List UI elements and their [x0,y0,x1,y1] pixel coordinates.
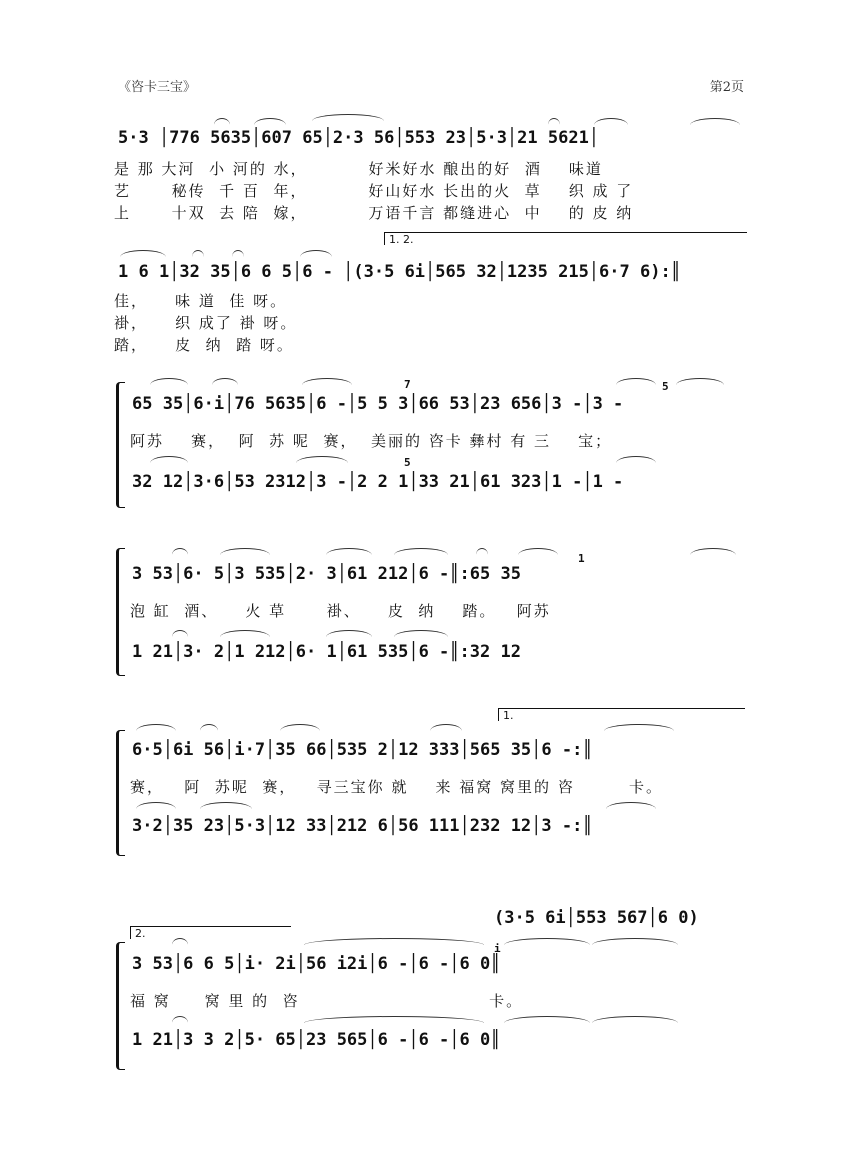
volta-label: 2. [135,927,146,940]
slur [592,938,678,945]
grace-note: i [494,942,501,955]
slur [120,250,166,257]
slur [304,938,484,945]
grace-note: 5 [404,456,411,469]
system-brace [116,548,125,676]
lyric-line-2: 艺 秘传 千 百 年， 好山好水 长出的火 草 织 成 了 [114,182,634,200]
lyric-line-1: 佳， 味 道 佳 呀。 [114,292,288,310]
lower-voice: 3·2│35 23│5·3│12 33│212 6│56 111│232 12│3 -:║ [132,816,593,836]
volta-label: 1. 2. [389,233,414,246]
upper-voice: 6·5│6i 56│i·7│35 66│535 2│12 333│565 35│6 -:║ [132,740,593,760]
slur [394,630,448,637]
volta-bracket [498,708,745,721]
slur [476,548,488,555]
slur [326,630,372,637]
slur [220,548,270,555]
slur [302,378,352,385]
slur [150,378,188,385]
slur [200,802,252,809]
lyric-line-1: 是 那 大河 小 河的 水， 好米好水 酿出的好 酒 味道 [114,160,603,178]
slur [280,724,320,731]
slur [212,378,238,385]
system-brace [116,730,125,856]
system-brace [116,942,125,1070]
music-line: 5·3 │776 5635│607 65│2·3 56│553 23│5·3│21 5621│ [118,128,600,148]
slur [192,250,204,257]
lyric-line-2: 褂， 织 成了 褂 呀。 [114,314,298,332]
volta-bracket [384,232,747,245]
lower-voice: 32 12│3·6│53 2312│3 -│2 2 1│33 21│61 323│1 -│1 - [132,472,624,492]
slur [296,456,348,463]
slur [676,378,724,385]
slur [220,630,270,637]
slur [504,938,590,945]
slur [214,118,230,125]
slur [172,548,188,555]
slur [172,938,188,945]
slur [304,1016,484,1023]
volta-bracket [130,926,291,939]
slur [606,802,656,809]
slur [548,118,560,125]
music-line: 1 6 1│32 35│6 6 5│6 - │(3·5 6i│565 32│1235 215│6·7 6):║ [118,262,681,282]
lyric-line-3: 踏， 皮 纳 踏 呀。 [114,336,294,354]
page-number: 第2页 [709,80,744,95]
upper-voice: 65 35│6·i│76 5635│6 -│5 5 3│66 53│23 656│3 -│3 - [132,394,624,414]
slur [326,548,372,555]
slur [232,250,244,257]
slur [136,802,176,809]
slur [300,250,332,257]
lyric-line-3: 上 十双 去 陪 嫁， 万语千言 都缝进心 中 的 皮 纳 [114,204,634,222]
instrumental-intro: (3·5 6i│553 567│6 0) [494,908,699,928]
system-brace [116,382,125,508]
slur [604,724,674,731]
slur [690,118,740,125]
slur [616,456,656,463]
slur [592,1016,678,1023]
slur [172,630,188,637]
slur [200,724,218,731]
volta-label: 1. [503,709,514,722]
slur [616,378,656,385]
slur [394,548,448,555]
slur [518,548,558,555]
grace-note: 1 [578,552,585,565]
upper-voice: 3 53│6 6 5│i· 2i│56 i2i│6 -│6 -│6 0║ [132,954,501,974]
slur [136,724,176,731]
slur [504,1016,590,1023]
slur [254,118,286,125]
grace-note: 7 [404,378,411,391]
lower-voice: 1 21│3 3 2│5· 65│23 565│6 -│6 -│6 0║ [132,1030,501,1050]
slur [594,118,628,125]
upper-voice: 3 53│6· 5│3 535│2· 3│61 212│6 -║:65 35 [132,564,521,584]
lyric-line: 福 窝 窝 里 的 咨 卡。 [130,992,524,1010]
lyric-line: 阿苏 赛， 阿 苏 呢 赛， 美丽的 咨卡 彝村 有 三 宝； [130,432,613,450]
slur [172,1016,188,1023]
lyric-line: 泡 缸 酒、 火 草 褂、 皮 纳 踏。 阿苏 [130,602,551,620]
lyric-line: 赛， 阿 苏呢 赛， 寻三宝你 就 来 福窝 窝里的 咨 卡。 [130,778,663,796]
header-title: 《咨卡三宝》 [118,80,197,95]
slur [150,456,188,463]
slur [690,548,736,555]
grace-note: 5 [662,380,669,393]
lower-voice: 1 21│3· 2│1 212│6· 1│61 535│6 -║:32 12 [132,642,521,662]
slur [312,114,384,121]
slur [430,724,462,731]
